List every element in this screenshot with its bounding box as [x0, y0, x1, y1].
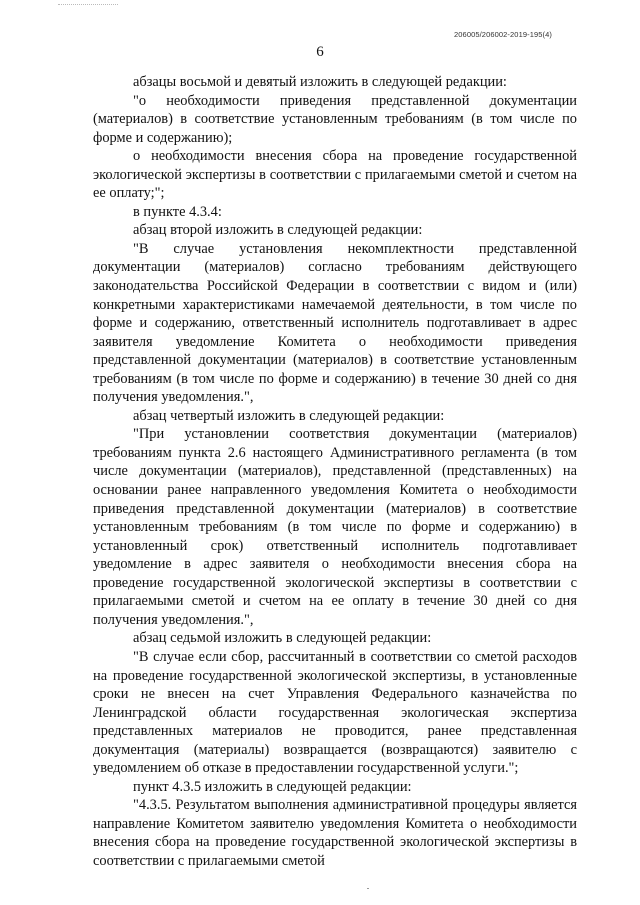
paragraph-quote-compliance-established: "При установлении соответствия документации (материалов) требованиям пункта 2.6 настоящего Административного регламента (в том числе документации (материалов), представленной (представленных) на основании ранее направленного уведомления Комитета о необходимости приведения представленной документации (материалов) в соответствие установленным требованиям (в том числе по форме и содержанию) в установленный срок) ответственный исполнитель подготавливает уведомление в адрес заявителя о необходимости внесения сбора на проведение государственной экологической экспертизы в соответствии с прилагаемыми сметой и счетом на ее оплату в течение 30 дней со дня получения уведомления.", [93, 426, 577, 628]
scan-corner-marks [58, 4, 118, 7]
paragraph-intro-8-9: абзацы восьмой и девятый изложить в следующей редакции: [133, 74, 507, 90]
paragraph-intro-fourth: абзац четвертый изложить в следующей редакции: [133, 407, 445, 424]
paragraph-intro-seventh: абзац седьмой изложить в следующей редакции: [133, 630, 432, 647]
paragraph-clause-4-3-5: пункт 4.3.5 изложить в следующей редакции: [133, 778, 412, 795]
paragraph-quote-4-3-5: "4.3.5. Результатом выполнения административной процедуры является направление Комитетом заявителю уведомления Комитета о необходимости внесения сбора на проведение государственной экологической экспертизы в соответствии с прилагаемыми сметой [93, 797, 577, 869]
paragraph-quote-fee-payment: о необходимости внесения сбора на проведение государственной экологической экспертизы в соответствии с прилагаемыми сметой и счетом на ее оплату;"; [93, 148, 577, 202]
paragraph-quote-incompleteness: "В случае установления некомплектности представленной документации (материалов) согласно требованиям действующего законодательства Российской Федерации в соответствии с видом и (или) конкретными характеристиками намечаемой деятельности, в том числе по форме и содержанию, ответственный исполнитель подготавливает в адрес заявителя уведомление Комитета о необходимости приведения представленной документации (материалов) в соответствие установленным требованиям (в том числе по форме и содержанию) в течение 30 дней со дня получения уведомления.", [93, 240, 577, 406]
scan-speck [367, 888, 369, 889]
page-number: 6 [316, 44, 324, 60]
paragraph-clause-4-3-4: в пункте 4.3.4: [133, 203, 222, 220]
paragraph-quote-fee-not-paid: "В случае если сбор, рассчитанный в соответствии со сметой расходов на проведение государственной экологической экспертизы, в установленные сроки не внесен на счет Управления Федерального казначейства по Ленинградской области государственная экологическая экспертиза представленных материалов не проводится, ранее представленная документация (материалы) возвращается (возвращаются) заявителю с уведомлением об отказе в предоставлении государственной услуги."; [93, 648, 577, 777]
paragraph-quote-bring-into-compliance: "о необходимости приведения представленной документации (материалов) в соответствие установленным требованиям (в том числе по форме и содержанию); [93, 92, 577, 146]
document-code: 206005/206002-2019-195(4) [454, 30, 552, 39]
paragraph-intro-second: абзац второй изложить в следующей редакции: [133, 222, 423, 239]
document-body [93, 73, 577, 871]
